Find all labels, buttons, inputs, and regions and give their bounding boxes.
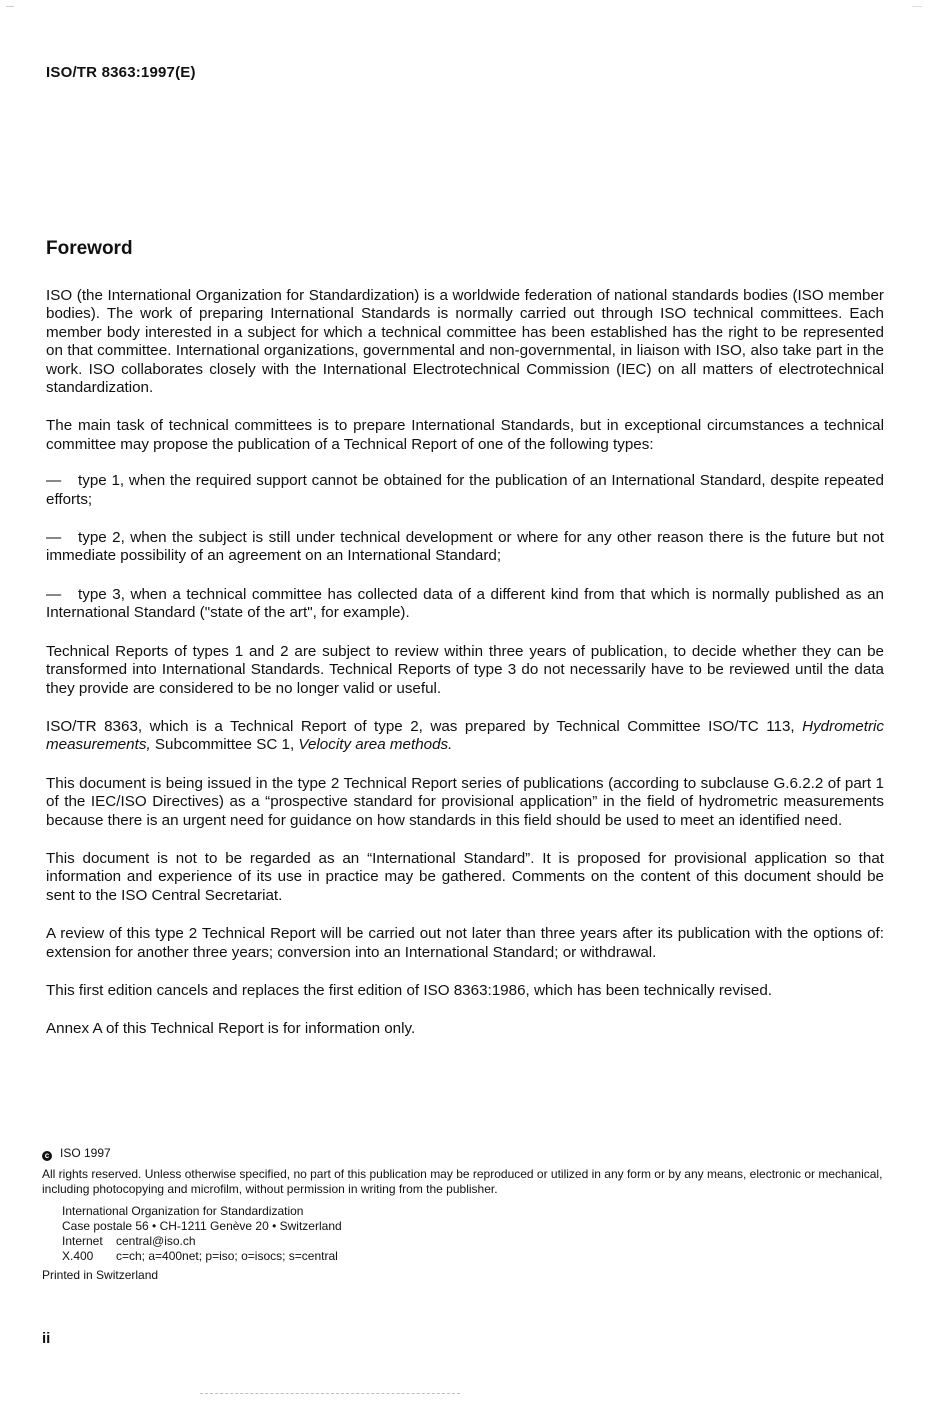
scan-artifact-line	[200, 1393, 460, 1394]
dash-bullet: —	[46, 585, 62, 603]
paragraph-committee	[46, 718, 884, 755]
committee-text-2: Subcommittee SC 1,	[154, 736, 295, 754]
paragraph-review-options: A review of this type 2 Technical Report will be carried out not later than three years after its publication with the options of: extension for another three years; conversion into an International Standard; or withdrawal.	[46, 925, 884, 961]
paragraph-main-task: The main task of technical committees is to prepare International Standards, but in exceptional circumstances a technical committee may propose the publication of a Technical Report of one of the following types:	[46, 417, 884, 453]
paragraph-annex: Annex A of this Technical Report is for information only.	[46, 1020, 416, 1038]
org-address: Case postale 56 • CH-1211 Genève 20 • Switzerland	[62, 1218, 342, 1233]
page-number: ii	[42, 1330, 51, 1347]
rights-notice: All rights reserved. Unless otherwise specified, no part of this publication may be reproduced or utilized in any form or by any means, electronic or mechanical, including photocopying and microfilm, without permission in writing from the publisher.	[42, 1167, 883, 1197]
scan-artifact-mark	[912, 6, 922, 7]
type-3-text: type 3, when a technical committee has collected data of a different kind from that which is normally published as an International Standard ("state of the art", for example).	[46, 585, 884, 622]
list-item-type-1	[46, 472, 884, 509]
copyright-footer	[42, 1146, 892, 1284]
internet-label: Internet	[62, 1234, 103, 1249]
paragraph-iso-intro: ISO (the International Organization for Standardization) is a worldwide federation of national standards bodies (ISO member bodies). The work of preparing International Standards is normally carried out through ISO technical committees. Each member body interested in a subject for which a technical committee has been established has the right to be represented on that committee. International organizations, governmental and non-governmental, in liaison with ISO, also take part in the work. ISO collaborates closely with the International Electrotechnical Commission (IEC) on all matters of electrotechnical standardization.	[46, 287, 884, 397]
internet-contact	[42, 1234, 892, 1249]
printed-in: Printed in Switzerland	[42, 1268, 159, 1283]
dash-bullet: —	[46, 529, 62, 547]
subcommittee-name: Velocity area methods.	[298, 736, 453, 754]
committee-text-1: ISO/TR 8363, which is a Technical Report of type 2, was prepared by Technical Committee ISO/TC 113,	[46, 717, 795, 735]
paragraph-prospective-standard: This document is being issued in the type 2 Technical Report series of publications (according to subclause G.6.2.2 of part 1 of the IEC/ISO Directives) as a “prospective standard for provisional application” in the field of hydrometric measurements because there is an urgent need for guidance on how standards in this field should be used to meet an identified need.	[46, 774, 884, 829]
org-name: International Organization for Standardization	[62, 1203, 304, 1218]
copyright-line	[42, 1146, 892, 1161]
committee-name: Hydrometric measurements,	[46, 717, 884, 754]
internet-value: central@iso.ch	[116, 1234, 196, 1249]
type-1-text: type 1, when the required support cannot be obtained for the publication of an International Standard, despite repeated efforts;	[46, 472, 884, 508]
paragraph-edition: This first edition cancels and replaces the first edition of ISO 8363:1986, which has been technically revised.	[46, 981, 773, 999]
x400-contact	[42, 1249, 892, 1264]
x400-label: X.400	[62, 1249, 94, 1264]
foreword-body	[46, 287, 884, 1059]
document-id: ISO/TR 8363:1997(E)	[46, 64, 196, 81]
scan-artifact-mark	[6, 6, 14, 7]
paragraph-review: Technical Reports of types 1 and 2 are subject to review within three years of publication, to decide whether they can be transformed into International Standards. Technical Reports of type 3 do not necessarily have to be reviewed until the data they provide are considered to be no longer valid or useful.	[46, 642, 884, 697]
copyright-icon: c	[42, 1151, 52, 1161]
copyright-text: ISO 1997	[60, 1146, 111, 1160]
foreword-heading: Foreword	[46, 238, 133, 259]
list-item-type-3	[46, 586, 884, 623]
type-2-text: type 2, when the subject is still under technical development or where for any other reason there is the future but not immediate possibility of an agreement on an International Standard;	[46, 529, 884, 565]
x400-value: c=ch; a=400net; p=iso; o=isocs; s=central	[116, 1249, 338, 1264]
paragraph-not-international-standard: This document is not to be regarded as an “International Standard”. It is proposed for provisional application so that information and experience of its use in practice may be gathered. Comments on the content of this document should be sent to the ISO Central Secretariat.	[46, 849, 884, 904]
dash-bullet: —	[46, 472, 62, 490]
list-item-type-2	[46, 529, 884, 566]
